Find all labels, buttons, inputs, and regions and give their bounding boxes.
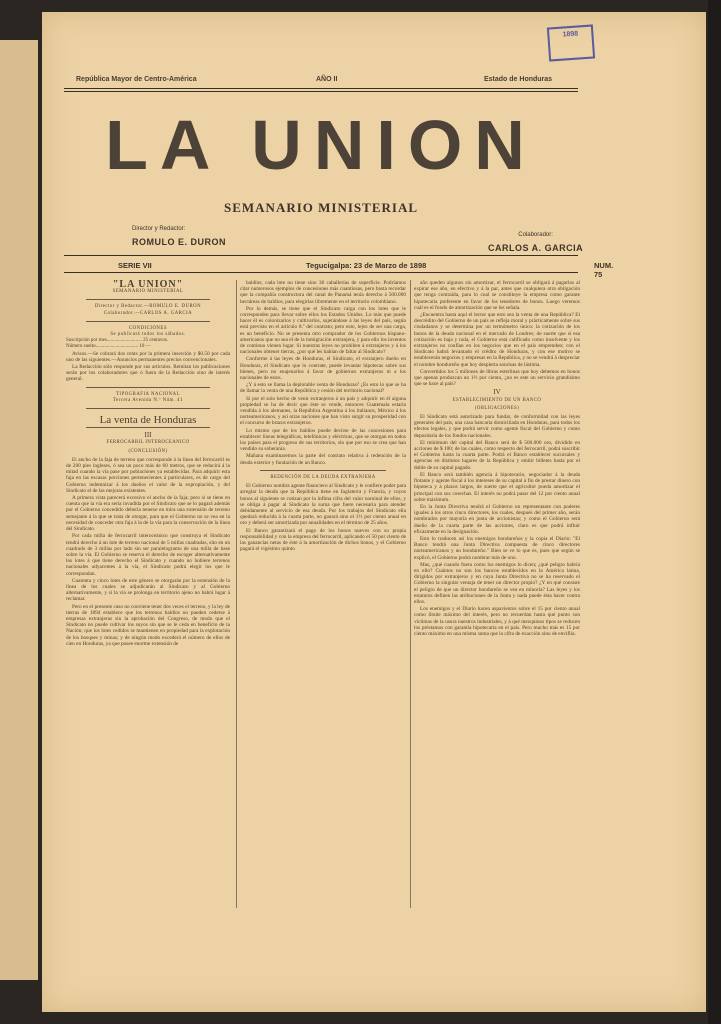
article-paragraph: Esto lo traducen así los enemigos hondureños y la copia el Diario: "El Banco tendrá una Junta Directiva compuesta de cinco directores norteamericanos y un hondureño." Bien se ve lo que es, pues que según se explicó, el Gobierno podrá nombrar más de uno. [414, 535, 580, 561]
state-label: Estado de Honduras [484, 76, 553, 83]
masthead-box-director: Director y Redactor.—ROMULO E. DURON [94, 304, 202, 310]
column-separator-2 [410, 280, 411, 908]
article-paragraph: Convertidos los 5 millones de libras esterlinas que hoy debemos en bonos que apenas produzcan un 1½ por ciento, ¿no es este un servicio grandísimo que se hace al país? [414, 368, 580, 388]
article-paragraph: Pero en el presente caso no conviene tener dos veces el terreno, y la ley de tierras de 1894 establece que los terrenos baldíos no pueden cederse á empresas extranjeras sin la aprobación del Congreso, de modo que el Sindicato no puede cultivar los suyos sin que se le ceda en beneficio de la Nación; que los lotes cedidos se mantienen en propiedad para la explotación de los bosques y minas; y de ningún modo excederá el número de ellos de cien en Honduras, ya que posee enorme extensión de [66, 603, 230, 647]
issue-number: NUM. 75 [594, 261, 614, 279]
article-paragraph: El Banco será también agencia á hipotecario, negociador á la deuda flotante y agente fiscal á los intereses de su capital á fin de prestar dinero con hipoteca y á plazos largos, de suerte que el agricultor pueda amortizar el principal con sus cosechas. El interés no podrá pasar del 12 por ciento anual sobre máximum. [414, 471, 580, 503]
article-part-number: IV [493, 388, 501, 397]
article-subhead: FERROCARRIL INTEROCEANICO [106, 440, 190, 446]
info-rule-bottom [64, 272, 578, 273]
article-heading: La venta de Honduras [99, 414, 197, 427]
column-separator-1 [236, 280, 237, 908]
editorial-note: La Redacción sólo responde por sus artículos. Remitan los publicaciones serán por los colaboradores que ó fuera de la Redacción sino de interés general. [66, 364, 230, 383]
subscription-single: Número suelto.................................. 10 — [66, 344, 151, 350]
top-rule-2 [64, 91, 578, 92]
director-credit [132, 226, 226, 250]
year-label: AÑO II [316, 76, 338, 83]
newspaper-subtitle: SEMANARIO MINISTERIAL [224, 200, 418, 215]
article-paragraph: Los enemigos y el Diario hacen aspavientos sobre el 15 por ciento anual como límite máximo del interés, pero no recuerdan hasta qué punto son víctimas de la usura nuestros industriales, y á qué mezquinos tipos se reducen los préstamos con garantía hipotecaria en el país. Pero mucho más es 15 por ciento máximo en una misma suma que la cifra de exacción sino de enviflia. [414, 606, 580, 637]
conditions-sub: Se publicará todos los sábados. [110, 332, 186, 338]
adjacent-page-edge [0, 40, 38, 980]
article-paragraph: ¿Encuentra hasta aquí el lector que esto sea la venta de una República? El descrédito del Gobierno de un país se refleja moral y prácticamente sobre sus ciudadanos y se determina por un termómetro único: la cotización de los bonos de la deuda nacional en el mercado de Londres; de suerte que si esa cotización es baja y nula, el Gobierno está calificado como insolvente y los extranjeros no confían en los negocios que en el país emprenden; con el Sindicato habrá levantado el crédito de Honduras, y con ese motivo se establecerán negocios y empresas en la República, y no se vendrá á despreciar el nombre hondureño que hoy despierta sonrisas de lástima. [414, 312, 580, 368]
article-paragraph: El mínimum del capital del Banco será de $ 500.000 oro, dividido en acciones de $ 100; de las cuales, como respecto del ferrocarril, podrá suscribir el Gobierno hasta la cuarta parte. Podrá el Banco establecer sucursales y agencias en distintos lugares de la República y emitir billetes hasta por el doble de su capital pagado. [414, 439, 580, 471]
article-paragraph: Si por el solo hecho de venir extranjeros á un país y adquirir en él alguna propiedad se ha de decir que éste se vende, entonces Guatemala estaría vendida á los alemanes, la República Argentina á los italianos, México á los norteamericanos, y así otras naciones que han visto surgir su prosperidad con el concurso de brazos extranjeros. [240, 395, 406, 427]
collab-role: Colaborador: [518, 232, 553, 238]
article-paragraph: Por cada milla de ferrocarril interoceánico que construya el Sindicato tendrá derecho á un lote de terreno nacional de 5 millas cuadradas, sito en un cuadrado de 3 millas por lado sin ser paralelogramo de una milla de base sobre la vía. El Gobierno se reserva el derecho de escoger alternativamente los lotes á que tiene derecho el Sindicato y cuando no hubiere terrenos nacionales adyacentes á la vía, el Sindicato podrá elegir los que le correspondan. [66, 533, 230, 577]
article-paragraph: año queden algunos sin amortizar, el ferrocarril se obligará á pagarlos al expirar ese año, en efectivo y á la par, antes que cualquiera otra obligación que tenga contraída, para lo cual se constituye la empresa como garante hipotecaria preferente en favor de los tenedores de bonos. Luego veremos cuál es el fondo de amortización que se les señala. [414, 280, 580, 311]
article-paragraph: baldíos; cada lote no tiene sino 38 caballerías de superficie. Podríamos citar numerosos ejemplos de concesiones más cuantiosas, pero basta recordar que la compañía constructora del canal de Panamá tenía derecho á 500.000 hectáreas de baldíos, para elegirlas libremente en el territorio colombiano. [240, 280, 406, 305]
country-label: República Mayor de Centro-América [76, 76, 197, 83]
article-paragraph: Mas, ¿qué cuando fuera como los enemigos lo dicen; ¿qué peligro habría en ello? Cuántos no son los bancos establecidos en la América latina, dirigidos por extranjeros y en cuya Junta Directiva no se ha reservado el Gobierno la singular ventaja de tener un director propio? ¿Y en qué consiste el peligro de que un director hondureño se vea en minoría? Las leyes y los estatutos definen las atribuciones de la Junta y nada puede ésta hacer contra ellos. [414, 561, 580, 605]
article-subhead-2: (CONCLUSIÓN) [128, 448, 168, 454]
article-paragraph: El Sindicato está autorizado para fundar, de conformidad con las leyes generales del país, una casa bancaria domiciliada en Honduras, para todos los efectos legales, y que podrá servir como agente fiscal del Gobierno y como depositaria de los fondos nacionales. [414, 414, 580, 439]
section-subhead-2: (OBLIGACIONES) [474, 405, 520, 411]
masthead-box-subtitle: SEMANARIO MINISTERIAL [112, 289, 184, 295]
section-subhead: REDENCIÓN DE LA DEUDA EXTRANJERA [270, 474, 376, 480]
article-paragraph: ¿Y á esto se llama la deplorable venta de Honduras? ¿Es esto lo que se ha de llamar la venta de una República y cesión del territorio nacional? [240, 382, 406, 395]
column-2 [240, 280, 406, 910]
ads-conditions: Avisos.—Se cobrará dos cents por la primera inserción y $0.50 por cada uno de las siguientes.—Anuncios permanentes precios convencionales. [66, 350, 230, 363]
library-stamp [547, 24, 595, 61]
print-address: Tercera Avenida N.º Núm. 41 [113, 397, 183, 403]
article-paragraph: Conforme á las leyes de Honduras, el Sindicato, el extranjero dueño en Honduras, el Sindicato que lo contrate, puede levantar hipotecas sobre sus bienes, pero no enajenarlos á favor de gobiernos extranjeros ni a los nacionales de estos. [240, 356, 406, 382]
director-role: Director y Redactor: [132, 226, 186, 232]
dateline: Tegucigalpa: 23 de Marzo de 1898 [306, 261, 427, 270]
article-paragraph: En la Junta Directiva tendrá el Gobierno un representante con poderes iguales á los otros cinco directores, los cuales, después del primer año, serán nombrados por mayoría en junta de accionistas; y como el Gobierno será dueño de la cuarta parte de las acciones, claro es que podrá influir eficazmente en la designación. [414, 503, 580, 535]
article-paragraph: Por lo demás, se tiene que el Sindicato carga con los lotes que le corresponden para llevar sobre ellos los Estados Unidos. Lo más que puede hacer él es colonizarlos y cultivarlos, sujetándose á las leyes del país, según está previsto en el artículo 8.º del contrato; pero esto, lejos de ser una carga, es un beneficio. No se presenta otro comprador de los Gobiernos hispano-americanos que no sea el de la inmigración extranjera, y para ello los inventos de continuo vienen lugar. Si nuestras leyes no prohiben á extranjeros y á los nacionales obtener tierras, ¿por qué les habían de faltar al Sindicato? [240, 305, 406, 356]
series-label: SERIE VII [118, 261, 152, 270]
subscription-month: Suscripción por mes............................ 25 centavos. [66, 338, 169, 344]
stamp-year: 1898 [562, 30, 579, 39]
article-paragraph: El Gobierno nombra agente financiero al Sindicato y le confiere poder para arreglar la deuda que la República tiene en Inglaterra y Francia, y cuyos bonos al siguiente se cotizan por la ínfima cifra del valor nominal de ellos, y se obliga á pagar al Sindicato la suma que fuere necesaria para atender debidamente al servicio de esa deuda. Por los trabajos del Sindicato ella quedará reducida á la cuarta parte, no ganará sino el 1½ por ciento anual en oro y deberá ser amortizada por anualidades en el término de 25 años. [240, 483, 406, 527]
director-name: ROMULO E. DURON [132, 237, 226, 247]
conditions-title: CONDICIONES [128, 325, 167, 331]
article-paragraph: Mañana examinaremos la parte del contrato relativa á redención de la deuda exterior y fundación de un Banco. [240, 453, 406, 466]
column-3 [414, 280, 580, 910]
background-edge [708, 0, 721, 1024]
article-part-number: III [144, 431, 152, 440]
newspaper-title: LA UNION [105, 106, 537, 184]
masthead-box-title: "LA UNION" [112, 280, 184, 290]
column-1 [66, 280, 230, 910]
info-rule-top [64, 255, 578, 256]
top-rule [64, 88, 578, 89]
collab-credit [488, 232, 583, 256]
article-paragraph: Lo mismo que de los baldíos puede decirse de las concesiones para establecer líneas telegráficas, telefónicas y eléctricas, que se otorgan en todos los países para el progreso de sus territorios, sin que por eso se crea que han vendido su soberanía. [240, 427, 406, 453]
article-paragraph: El ancho de la faja de terreno que corresponde á la línea del ferrocarril es de 200 pies ingleses, ó sea un poco más de 60 metros, que se reducirá á la mitad cuando la vía pase por poblaciones ya establecidas. Para adquirir esta faja en las escasas porciones pertenecientes á particulares, es de cargo del Gobierno indemnizar á los dueños el valor de la expropiación, y del Sindicato el de las mejoras existentes. [66, 456, 230, 494]
masthead-box-collab: Colaborador.—CARLOS A. GARCIA [103, 310, 193, 316]
article-paragraph: A primera vista parecerá excesivo el ancho de la faja; pero si se tiene en cuenta que la vía era sería invadida por el Sindicato que se lo pagará además por el Gobierno concedido debería tenerse en mira una extensión de terreno semejante á la que se trata de otorgar, para que el Gobierno no se vea en la necesidad de conceder otra faja á la de la vía para la conservación de la línea del Sindicato. [66, 495, 230, 533]
print-shop: TIPOGRAFIA NACIONAL [116, 391, 180, 397]
article-paragraph: El Banco garantizará el pago de los bonos nuevos con su propia responsabilidad y con la empresa del ferrocarril, aplicando el 50 por ciento de las ganancias netas de éste á la amortización de dichos bonos, y el Gobierno pagará el vigésimo quinto [240, 527, 406, 553]
collab-name: CARLOS A. GARCIA [488, 243, 584, 253]
section-subhead: ESTABLECIMIENTO DE UN BANCO [452, 397, 542, 403]
article-paragraph: Cuarenta y cinco lotes de este género se otorgarán por la extensión de la línea de los cuales se adjudicarán al Sindicato y al Gobierno alternativamente, y si la vía se prolonga en territorio ajeno no habrá lugar á reclamar. [66, 577, 230, 603]
